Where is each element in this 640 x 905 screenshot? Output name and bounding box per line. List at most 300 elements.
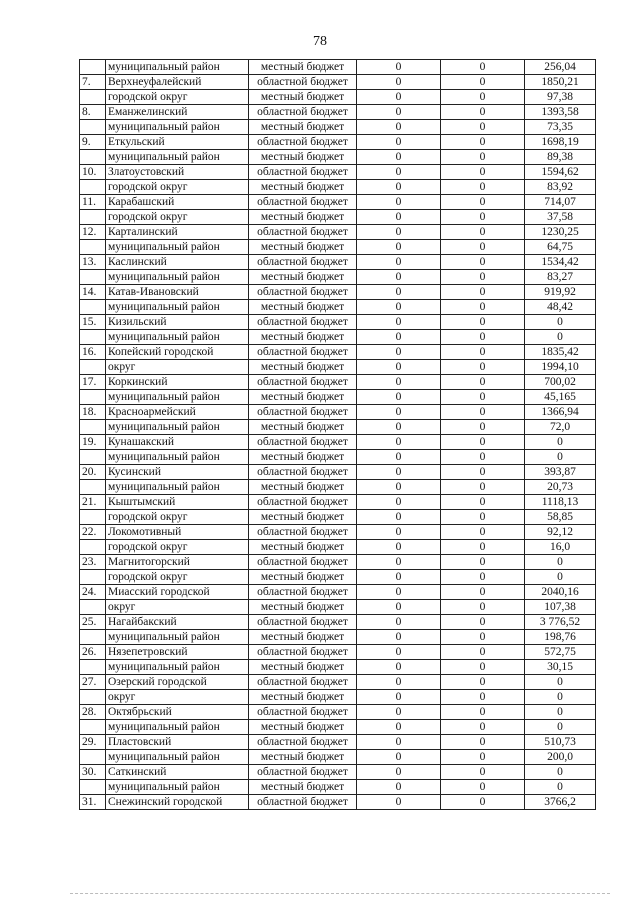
value-col-2: 0 [441, 420, 525, 435]
municipality-name: Кыштымский [106, 495, 249, 510]
value-col-3: 0 [525, 690, 596, 705]
table-row [80, 435, 596, 450]
budget-type: местный бюджет [249, 780, 357, 795]
budget-type: областной бюджет [249, 705, 357, 720]
budget-type: местный бюджет [249, 660, 357, 675]
row-number [80, 480, 106, 495]
table-row [80, 510, 596, 525]
municipality-name: Кизильский [106, 315, 249, 330]
budget-type: местный бюджет [249, 240, 357, 255]
value-col-3: 83,92 [525, 180, 596, 195]
value-col-1: 0 [357, 285, 441, 300]
table-row [80, 210, 596, 225]
budget-type: областной бюджет [249, 405, 357, 420]
value-col-2: 0 [441, 615, 525, 630]
budget-type: местный бюджет [249, 390, 357, 405]
value-col-1: 0 [357, 705, 441, 720]
value-col-3: 1850,21 [525, 75, 596, 90]
table-row [80, 75, 596, 90]
table-row [80, 90, 596, 105]
value-col-3: 97,38 [525, 90, 596, 105]
table-row [80, 405, 596, 420]
municipality-name: муниципальный район [106, 390, 249, 405]
value-col-3: 73,35 [525, 120, 596, 135]
table-row [80, 540, 596, 555]
row-number [80, 630, 106, 645]
municipality-name: Кусинский [106, 465, 249, 480]
budget-type: областной бюджет [249, 75, 357, 90]
value-col-2: 0 [441, 765, 525, 780]
value-col-3: 20,73 [525, 480, 596, 495]
value-col-3: 510,73 [525, 735, 596, 750]
table-row [80, 390, 596, 405]
value-col-3: 256,04 [525, 60, 596, 75]
value-col-1: 0 [357, 615, 441, 630]
table-row [80, 525, 596, 540]
table-row [80, 165, 596, 180]
table-row [80, 60, 596, 75]
value-col-3: 92,12 [525, 525, 596, 540]
municipality-name: муниципальный район [106, 750, 249, 765]
municipality-name: Саткинский [106, 765, 249, 780]
row-number [80, 210, 106, 225]
row-number: 13. [80, 255, 106, 270]
row-number: 15. [80, 315, 106, 330]
value-col-1: 0 [357, 150, 441, 165]
value-col-1: 0 [357, 510, 441, 525]
table-row [80, 555, 596, 570]
value-col-2: 0 [441, 555, 525, 570]
value-col-2: 0 [441, 120, 525, 135]
table-row [80, 240, 596, 255]
table-row [80, 765, 596, 780]
row-number: 23. [80, 555, 106, 570]
row-number [80, 600, 106, 615]
value-col-2: 0 [441, 675, 525, 690]
budget-type: областной бюджет [249, 225, 357, 240]
table-row [80, 120, 596, 135]
value-col-3: 1393,58 [525, 105, 596, 120]
value-col-1: 0 [357, 795, 441, 810]
table-row [80, 705, 596, 720]
row-number: 16. [80, 345, 106, 360]
value-col-1: 0 [357, 270, 441, 285]
municipality-name: округ [106, 600, 249, 615]
footer-divider [70, 893, 610, 894]
municipality-name: Златоустовский [106, 165, 249, 180]
row-number: 30. [80, 765, 106, 780]
row-number: 28. [80, 705, 106, 720]
budget-type: местный бюджет [249, 750, 357, 765]
value-col-1: 0 [357, 735, 441, 750]
table-row [80, 600, 596, 615]
row-number: 11. [80, 195, 106, 210]
budget-type: областной бюджет [249, 435, 357, 450]
value-col-1: 0 [357, 315, 441, 330]
row-number: 12. [80, 225, 106, 240]
value-col-2: 0 [441, 90, 525, 105]
row-number: 7. [80, 75, 106, 90]
value-col-3: 30,15 [525, 660, 596, 675]
value-col-3: 64,75 [525, 240, 596, 255]
value-col-3: 0 [525, 435, 596, 450]
budget-type: местный бюджет [249, 210, 357, 225]
row-number [80, 300, 106, 315]
table-body [80, 60, 596, 810]
value-col-2: 0 [441, 135, 525, 150]
table-row [80, 795, 596, 810]
value-col-1: 0 [357, 690, 441, 705]
table-row [80, 375, 596, 390]
value-col-3: 572,75 [525, 645, 596, 660]
budget-type: местный бюджет [249, 420, 357, 435]
budget-type: областной бюджет [249, 765, 357, 780]
row-number: 21. [80, 495, 106, 510]
budget-type: местный бюджет [249, 540, 357, 555]
budget-type: местный бюджет [249, 690, 357, 705]
row-number [80, 360, 106, 375]
value-col-1: 0 [357, 180, 441, 195]
budget-type: областной бюджет [249, 315, 357, 330]
table-row [80, 780, 596, 795]
table-row [80, 255, 596, 270]
municipality-name: Нагайбакский [106, 615, 249, 630]
value-col-2: 0 [441, 375, 525, 390]
budget-type: местный бюджет [249, 480, 357, 495]
budget-type: местный бюджет [249, 510, 357, 525]
table-row [80, 585, 596, 600]
value-col-3: 1594,62 [525, 165, 596, 180]
value-col-3: 714,07 [525, 195, 596, 210]
municipality-name: Карталинский [106, 225, 249, 240]
value-col-3: 0 [525, 780, 596, 795]
municipality-name: муниципальный район [106, 300, 249, 315]
table-row [80, 195, 596, 210]
value-col-1: 0 [357, 645, 441, 660]
row-number [80, 150, 106, 165]
row-number [80, 270, 106, 285]
table-row [80, 330, 596, 345]
value-col-3: 198,76 [525, 630, 596, 645]
row-number [80, 120, 106, 135]
table-row [80, 135, 596, 150]
value-col-1: 0 [357, 585, 441, 600]
value-col-2: 0 [441, 660, 525, 675]
row-number [80, 240, 106, 255]
value-col-2: 0 [441, 795, 525, 810]
table-row [80, 630, 596, 645]
municipality-name: округ [106, 690, 249, 705]
value-col-3: 0 [525, 450, 596, 465]
table-row [80, 105, 596, 120]
row-number [80, 420, 106, 435]
row-number: 31. [80, 795, 106, 810]
value-col-2: 0 [441, 390, 525, 405]
budget-type: областной бюджет [249, 255, 357, 270]
budget-table [79, 59, 596, 810]
value-col-1: 0 [357, 525, 441, 540]
row-number: 26. [80, 645, 106, 660]
municipality-name: Озерский городской [106, 675, 249, 690]
row-number: 9. [80, 135, 106, 150]
value-col-2: 0 [441, 600, 525, 615]
row-number [80, 510, 106, 525]
municipality-name: муниципальный район [106, 630, 249, 645]
table-row [80, 225, 596, 240]
value-col-2: 0 [441, 315, 525, 330]
municipality-name: городской округ [106, 540, 249, 555]
table-row [80, 675, 596, 690]
budget-type: местный бюджет [249, 120, 357, 135]
budget-type: местный бюджет [249, 600, 357, 615]
row-number [80, 330, 106, 345]
municipality-name: муниципальный район [106, 720, 249, 735]
value-col-3: 700,02 [525, 375, 596, 390]
value-col-1: 0 [357, 225, 441, 240]
municipality-name: городской округ [106, 90, 249, 105]
value-col-3: 72,0 [525, 420, 596, 435]
value-col-1: 0 [357, 210, 441, 225]
table-row [80, 345, 596, 360]
value-col-2: 0 [441, 645, 525, 660]
municipality-name: Магнитогорский [106, 555, 249, 570]
value-col-3: 37,58 [525, 210, 596, 225]
table-row [80, 495, 596, 510]
row-number: 25. [80, 615, 106, 630]
row-number [80, 780, 106, 795]
value-col-1: 0 [357, 135, 441, 150]
value-col-2: 0 [441, 750, 525, 765]
value-col-2: 0 [441, 630, 525, 645]
budget-type: областной бюджет [249, 465, 357, 480]
value-col-1: 0 [357, 765, 441, 780]
value-col-3: 0 [525, 765, 596, 780]
table-row [80, 270, 596, 285]
value-col-2: 0 [441, 780, 525, 795]
value-col-3: 0 [525, 720, 596, 735]
budget-type: областной бюджет [249, 375, 357, 390]
budget-type: областной бюджет [249, 135, 357, 150]
municipality-name: Коркинский [106, 375, 249, 390]
municipality-name: городской округ [106, 180, 249, 195]
value-col-1: 0 [357, 165, 441, 180]
budget-type: областной бюджет [249, 195, 357, 210]
municipality-name: муниципальный район [106, 150, 249, 165]
table-row [80, 645, 596, 660]
budget-type: областной бюджет [249, 495, 357, 510]
value-col-3: 1230,25 [525, 225, 596, 240]
value-col-2: 0 [441, 495, 525, 510]
row-number [80, 570, 106, 585]
value-col-2: 0 [441, 210, 525, 225]
row-number [80, 90, 106, 105]
row-number: 22. [80, 525, 106, 540]
municipality-name: Карабашский [106, 195, 249, 210]
table-row [80, 750, 596, 765]
budget-type: местный бюджет [249, 570, 357, 585]
value-col-3: 2040,16 [525, 585, 596, 600]
value-col-3: 107,38 [525, 600, 596, 615]
municipality-name: Нязепетровский [106, 645, 249, 660]
value-col-1: 0 [357, 300, 441, 315]
value-col-1: 0 [357, 60, 441, 75]
budget-type: областной бюджет [249, 615, 357, 630]
municipality-name: муниципальный район [106, 660, 249, 675]
value-col-1: 0 [357, 720, 441, 735]
budget-type: местный бюджет [249, 60, 357, 75]
value-col-2: 0 [441, 690, 525, 705]
value-col-2: 0 [441, 570, 525, 585]
municipality-name: муниципальный район [106, 60, 249, 75]
value-col-2: 0 [441, 705, 525, 720]
table-row [80, 360, 596, 375]
value-col-1: 0 [357, 105, 441, 120]
budget-type: областной бюджет [249, 165, 357, 180]
value-col-2: 0 [441, 195, 525, 210]
value-col-3: 0 [525, 315, 596, 330]
value-col-1: 0 [357, 555, 441, 570]
municipality-name: Кунашакский [106, 435, 249, 450]
value-col-2: 0 [441, 720, 525, 735]
municipality-name: муниципальный район [106, 240, 249, 255]
value-col-2: 0 [441, 540, 525, 555]
value-col-1: 0 [357, 435, 441, 450]
table-row [80, 300, 596, 315]
municipality-name: муниципальный район [106, 420, 249, 435]
value-col-3: 89,38 [525, 150, 596, 165]
value-col-3: 1366,94 [525, 405, 596, 420]
value-col-3: 45,165 [525, 390, 596, 405]
value-col-1: 0 [357, 465, 441, 480]
value-col-1: 0 [357, 360, 441, 375]
row-number: 8. [80, 105, 106, 120]
value-col-1: 0 [357, 75, 441, 90]
value-col-1: 0 [357, 780, 441, 795]
municipality-name: городской округ [106, 570, 249, 585]
municipality-name: Еманжелинский [106, 105, 249, 120]
budget-type: областной бюджет [249, 675, 357, 690]
municipality-name: муниципальный район [106, 780, 249, 795]
value-col-1: 0 [357, 90, 441, 105]
row-number: 29. [80, 735, 106, 750]
budget-type: областной бюджет [249, 105, 357, 120]
value-col-1: 0 [357, 390, 441, 405]
municipality-name: Октябрьский [106, 705, 249, 720]
table-row [80, 450, 596, 465]
budget-type: областной бюджет [249, 525, 357, 540]
table-row [80, 660, 596, 675]
value-col-2: 0 [441, 270, 525, 285]
row-number [80, 720, 106, 735]
value-col-2: 0 [441, 585, 525, 600]
table-row [80, 735, 596, 750]
row-number: 18. [80, 405, 106, 420]
budget-type: местный бюджет [249, 150, 357, 165]
value-col-1: 0 [357, 330, 441, 345]
municipality-name: муниципальный район [106, 480, 249, 495]
table-row [80, 420, 596, 435]
row-number [80, 690, 106, 705]
municipality-name: Верхнеуфалейский [106, 75, 249, 90]
budget-type: областной бюджет [249, 645, 357, 660]
value-col-1: 0 [357, 600, 441, 615]
value-col-2: 0 [441, 735, 525, 750]
budget-type: местный бюджет [249, 300, 357, 315]
municipality-name: Катав-Ивановский [106, 285, 249, 300]
value-col-1: 0 [357, 495, 441, 510]
table-row [80, 180, 596, 195]
value-col-3: 0 [525, 555, 596, 570]
value-col-2: 0 [441, 450, 525, 465]
row-number [80, 450, 106, 465]
row-number [80, 180, 106, 195]
municipality-name: Пластовский [106, 735, 249, 750]
value-col-1: 0 [357, 420, 441, 435]
budget-type: областной бюджет [249, 555, 357, 570]
municipality-name: Каслинский [106, 255, 249, 270]
value-col-2: 0 [441, 345, 525, 360]
budget-type: местный бюджет [249, 90, 357, 105]
value-col-1: 0 [357, 195, 441, 210]
budget-type: областной бюджет [249, 345, 357, 360]
row-number [80, 750, 106, 765]
value-col-3: 16,0 [525, 540, 596, 555]
value-col-1: 0 [357, 375, 441, 390]
budget-type: местный бюджет [249, 180, 357, 195]
budget-type: местный бюджет [249, 630, 357, 645]
municipality-name: муниципальный район [106, 270, 249, 285]
value-col-2: 0 [441, 510, 525, 525]
value-col-1: 0 [357, 540, 441, 555]
table-row [80, 285, 596, 300]
row-number: 20. [80, 465, 106, 480]
value-col-1: 0 [357, 660, 441, 675]
value-col-3: 83,27 [525, 270, 596, 285]
value-col-2: 0 [441, 360, 525, 375]
value-col-2: 0 [441, 465, 525, 480]
value-col-3: 393,87 [525, 465, 596, 480]
budget-type: местный бюджет [249, 360, 357, 375]
municipality-name: округ [106, 360, 249, 375]
row-number: 17. [80, 375, 106, 390]
table-row [80, 150, 596, 165]
municipality-name: Копейский городской [106, 345, 249, 360]
value-col-3: 919,92 [525, 285, 596, 300]
table-row [80, 465, 596, 480]
municipality-name: муниципальный район [106, 450, 249, 465]
value-col-3: 1698,19 [525, 135, 596, 150]
table-row [80, 315, 596, 330]
value-col-3: 1118,13 [525, 495, 596, 510]
table-row [80, 690, 596, 705]
value-col-1: 0 [357, 405, 441, 420]
budget-type: областной бюджет [249, 795, 357, 810]
budget-type: областной бюджет [249, 585, 357, 600]
value-col-2: 0 [441, 480, 525, 495]
value-col-1: 0 [357, 480, 441, 495]
value-col-1: 0 [357, 255, 441, 270]
row-number: 27. [80, 675, 106, 690]
value-col-3: 1534,42 [525, 255, 596, 270]
value-col-3: 0 [525, 675, 596, 690]
row-number: 19. [80, 435, 106, 450]
budget-type: областной бюджет [249, 735, 357, 750]
value-col-2: 0 [441, 405, 525, 420]
municipality-name: городской округ [106, 510, 249, 525]
value-col-2: 0 [441, 180, 525, 195]
municipality-name: Красноармейский [106, 405, 249, 420]
value-col-2: 0 [441, 435, 525, 450]
